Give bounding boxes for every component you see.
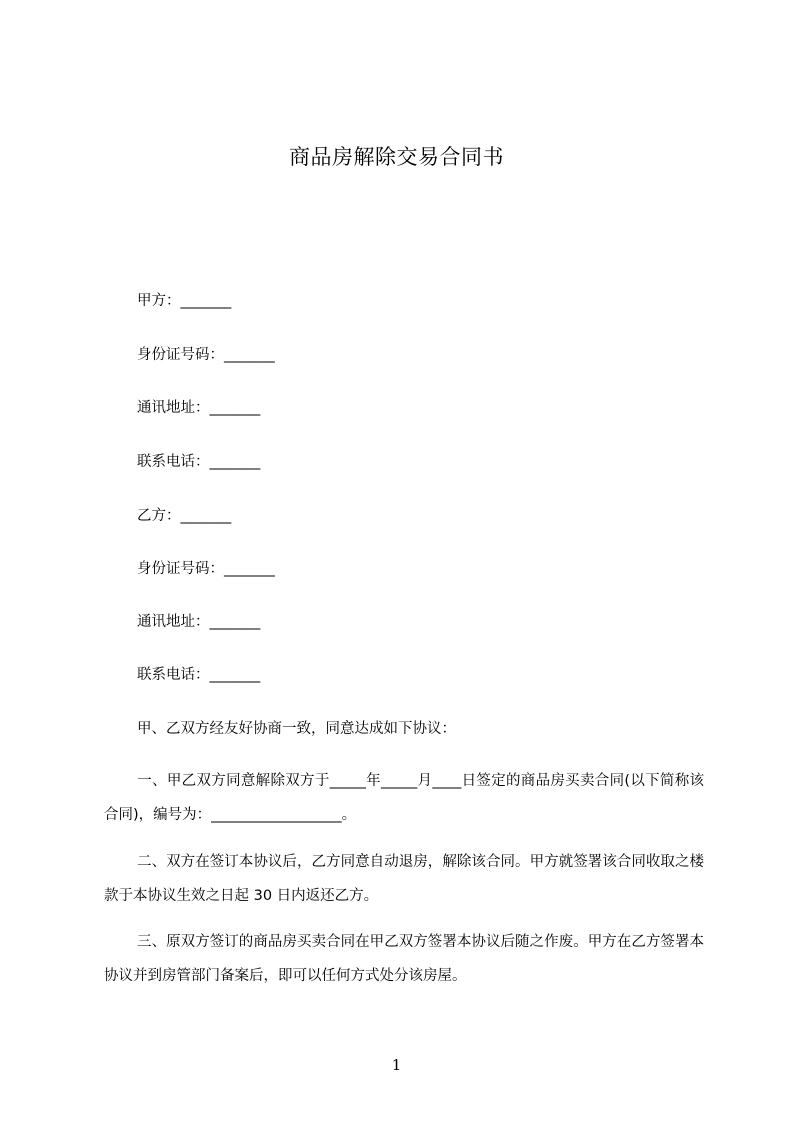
clause-3-text: 三、原双方签订的商品房买卖合同在甲乙双方签署本协议后随之作废。甲方在乙方签署本协议并到房管部门备案后，即可以任何方式处分该房屋。 [104, 934, 704, 984]
party-b-address: 通讯地址：_______ [137, 614, 261, 630]
party-a-address: 通讯地址：_______ [137, 400, 261, 416]
page-number: 1 [391, 1056, 402, 1074]
party-a-name: 甲方：_______ [137, 293, 232, 309]
party-b-name: 乙方：_______ [137, 508, 232, 524]
party-b-id-number: 身份证号码：_______ [137, 561, 275, 577]
party-b-phone: 联系电话：_______ [137, 667, 261, 683]
document-title: 商品房解除交易合同书 [289, 145, 504, 169]
party-a-id-number: 身份证号码：_______ [137, 347, 275, 363]
agreement-intro: 甲、乙双方经友好协商一致，同意达成如下协议： [137, 721, 456, 737]
clause-1-text: 一、甲乙双方同意解除双方于_____年_____月____日签定的商品房买卖合同(以下简称该合同)，编号为：__________________。 [104, 773, 704, 823]
clause-2-text: 二、双方在签订本协议后，乙方同意自动退房，解除该合同。甲方就签署该合同收取之楼款于本协议生效之日起 30 日内返还乙方。 [104, 854, 704, 904]
party-a-phone: 联系电话：_______ [137, 454, 261, 470]
clause-2 [104, 845, 704, 913]
clause-3 [104, 925, 704, 993]
clause-1 [104, 764, 704, 832]
